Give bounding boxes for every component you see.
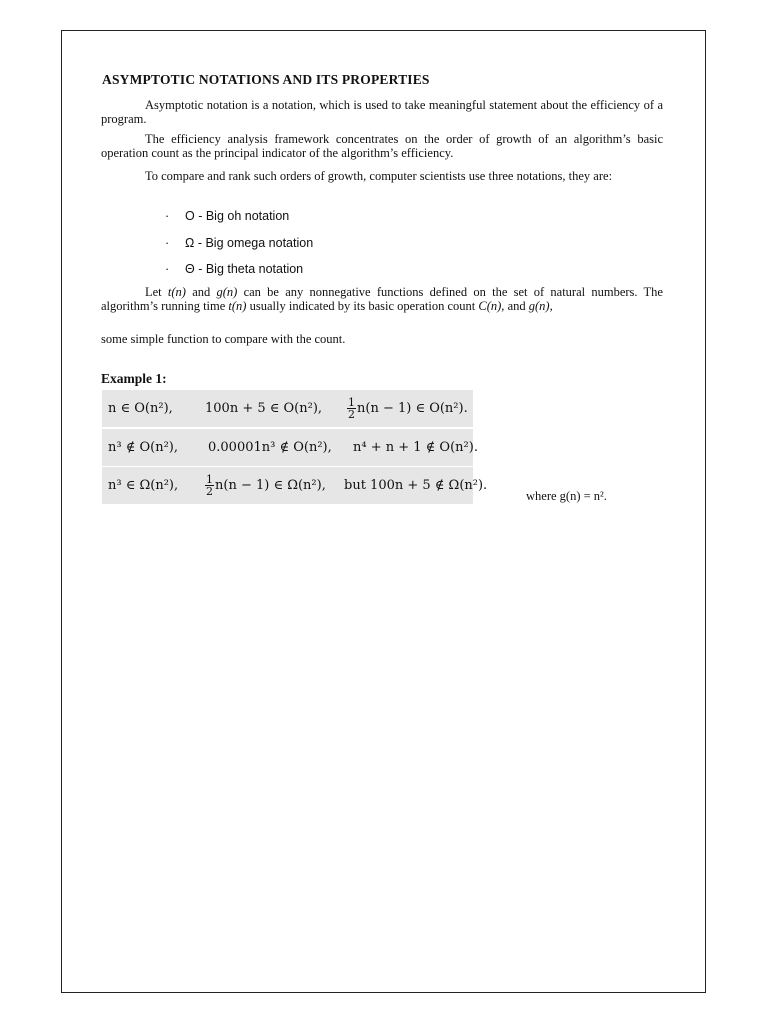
- bullet-text: O - Big oh notation: [185, 209, 290, 223]
- paragraph-functions: Let t(n) and g(n) can be any nonnegative functions defined on the set of natural numbers. The algorithm’s running time t(n) usually indicated by its basic operation count C(n), and g(n),: [101, 285, 663, 313]
- paragraph-compare: some simple function to compare with the count.: [101, 332, 346, 346]
- equation-row-1: [102, 390, 473, 427]
- document-page: [61, 30, 706, 993]
- where-note: where g(n) = n².: [526, 489, 607, 503]
- equation: n ∈ O(n²),: [108, 401, 173, 416]
- equation: but 100n + 5 ∉ Ω(n²).: [344, 478, 488, 493]
- fraction: $\frac{1}{2}$: [348, 396, 355, 421]
- bullet-marker: ·: [165, 262, 170, 276]
- equation: n³ ∉ O(n²),: [108, 440, 178, 455]
- equation: 100n + 5 ∈ O(n²),: [205, 401, 323, 416]
- equation-row-3: [102, 467, 488, 504]
- bullet-text: Ω - Big omega notation: [185, 236, 314, 250]
- fraction: $\frac{1}{2}$: [206, 473, 213, 498]
- equation: n⁴ + n + 1 ∉ O(n²).: [353, 440, 478, 455]
- bullet-big-theta: [165, 262, 303, 276]
- bullet-marker: ·: [165, 209, 170, 223]
- equation: $\frac{1}{2}$ n(n − 1) ∈ O(n²).: [348, 396, 468, 421]
- paragraph-framework: The efficiency analysis framework concentrates on the order of growth of an algorithm’s basic operation count as the principal indicator of the algorithm’s efficiency.: [101, 132, 663, 160]
- paragraph-notations-intro: To compare and rank such orders of growth, computer scientists use three notations, they are:: [145, 169, 613, 183]
- equation: $\frac{1}{2}$ n(n − 1) ∈ Ω(n²),: [206, 473, 326, 498]
- equation: 0.00001n³ ∉ O(n²),: [208, 440, 332, 455]
- bullet-text: Θ - Big theta notation: [185, 262, 304, 276]
- bullet-marker: ·: [165, 236, 170, 250]
- bullet-big-oh: [165, 209, 289, 223]
- section-title: ASYMPTOTIC NOTATIONS AND ITS PROPERTIES: [102, 72, 430, 87]
- bullet-big-omega: [165, 236, 313, 250]
- paragraph-definition: Asymptotic notation is a notation, which is used to take meaningful statement about the efficiency of a program.: [101, 98, 663, 126]
- equation: n³ ∈ Ω(n²),: [108, 478, 179, 493]
- equation-row-2: [102, 429, 478, 466]
- example-label: Example 1:: [101, 371, 167, 386]
